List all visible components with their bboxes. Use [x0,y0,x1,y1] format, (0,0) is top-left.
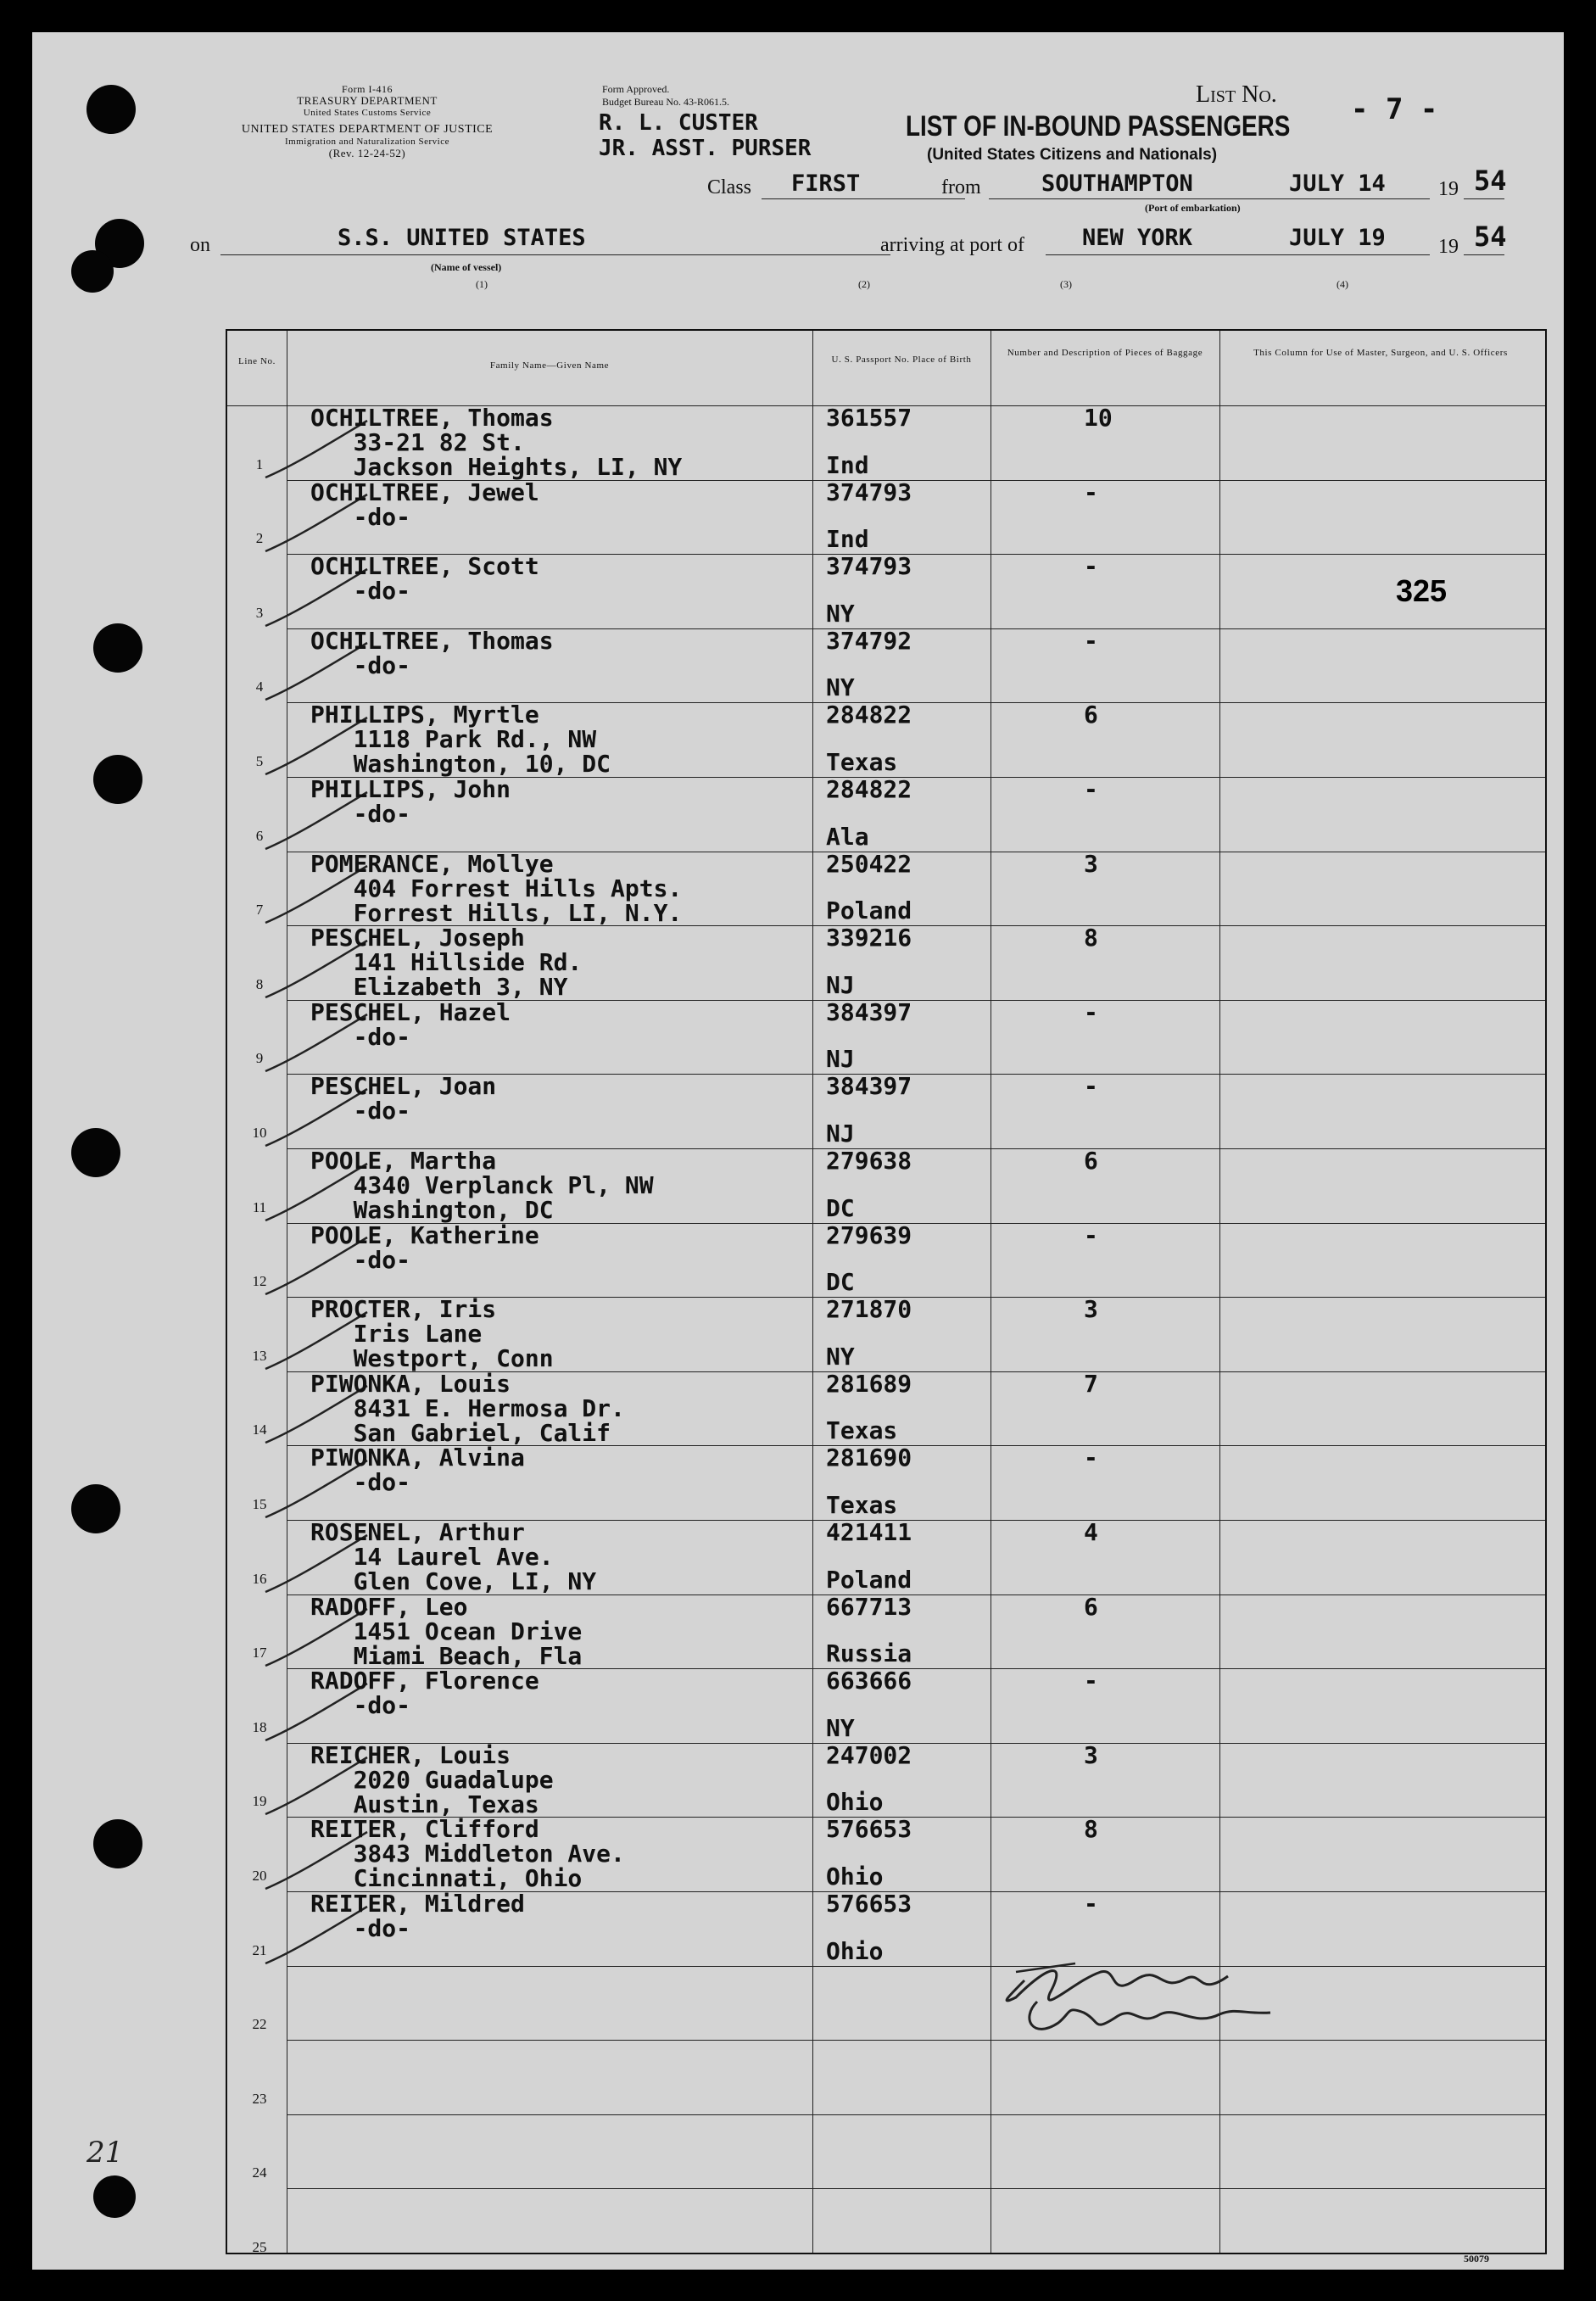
passport-number: 667713 [826,1592,912,1621]
table-row [227,1890,1545,1968]
purser-title: JR. ASST. PURSER [599,136,812,161]
revision-date: (Rev. 12-24-52) [328,147,406,159]
port-of-arrival: NEW YORK [1082,225,1193,251]
place-of-birth: Ala [826,822,869,851]
table-row [227,1667,1545,1745]
line-number: 4 [255,679,264,695]
port-of-embarkation: SOUTHAMPTON [1041,170,1193,197]
baggage-count: - [1084,478,1098,506]
col-num-2: (2) [858,278,870,290]
passenger-name: OCHILTREE, Thomas [310,404,554,432]
arrival-date: JULY 19 [1289,225,1386,251]
row-divider [287,1966,1545,1967]
passenger-table [226,329,1547,2254]
table-row [227,1369,1545,1448]
year-prefix: 19 [1438,178,1459,200]
passport-number: 663666 [826,1667,912,1695]
table-row [227,1740,1545,1819]
passenger-name: POMERANCE, Mollye [310,849,554,878]
passenger-address: Cincinnati, Ohio [310,1864,583,1893]
place-of-birth: Texas [826,1490,898,1519]
passenger-address: Iris Lane [310,1320,483,1349]
place-of-birth: NJ [826,1045,855,1074]
passenger-address: -do- [310,1468,411,1497]
passenger-address: -do- [310,1691,411,1720]
line-number: 19 [252,1793,267,1810]
binder-hole [86,85,136,134]
place-of-birth: Russia [826,1639,912,1668]
passenger-name: POOLE, Katherine [310,1220,539,1249]
line-number: 25 [252,2238,267,2255]
table-row [227,1072,1545,1150]
row-divider [287,2040,1545,2041]
line-number: 7 [255,902,264,919]
list-no-label: List No. [1196,81,1277,108]
document-subtitle: (United States Citizens and Nationals) [927,146,1218,164]
table-row [227,701,1545,779]
class-underline [762,198,965,199]
line-number: 13 [252,1347,267,1364]
binder-hole [93,623,142,673]
year-underline [1464,198,1504,199]
table-row [227,924,1545,1002]
table-row [227,478,1545,556]
baggage-count: 10 [1084,404,1113,432]
baggage-count: 6 [1084,1147,1098,1175]
place-of-birth: Texas [826,1416,898,1445]
class-label: Class [707,176,752,198]
baggage-count: 6 [1084,701,1098,729]
passenger-name: REICHER, Louis [310,1740,511,1769]
table-row [227,552,1545,630]
line-number: 21 [252,1941,267,1958]
passport-number: 384397 [826,1072,912,1101]
year-suffix: 54 [1474,165,1507,197]
line-number: 22 [252,2016,267,2033]
passenger-address: -do- [310,502,411,531]
passenger-address: Miami Beach, Fla [310,1641,583,1670]
binder-hole [93,2175,136,2218]
form-approved: Form Approved. [602,83,670,95]
passenger-address: Washington, DC [310,1196,554,1224]
passport-number: 279638 [826,1147,912,1175]
place-of-birth: NY [826,599,855,628]
passenger-address: 14 Laurel Ave. [310,1543,554,1571]
line-number: 6 [255,827,264,844]
passenger-name: OCHILTREE, Scott [310,552,539,581]
passenger-name: PROCTER, Iris [310,1295,497,1324]
baggage-count: - [1084,626,1098,655]
passenger-name: RADOFF, Florence [310,1667,539,1695]
passenger-address: -do- [310,1914,411,1942]
purser-name: R. L. CUSTER [599,110,758,136]
row-divider [287,2114,1545,2115]
baggage-count: 7 [1084,1369,1098,1398]
port-embark-caption: (Port of embarkation) [1145,202,1241,214]
departure-date: JULY 14 [1289,170,1386,197]
passport-number: 576653 [826,1815,912,1844]
place-of-birth: Ohio [826,1862,884,1891]
place-of-birth: Ind [826,450,869,479]
baggage-count: 4 [1084,1518,1098,1546]
document-title: LIST OF IN-BOUND PASSENGERS [906,110,1291,142]
passport-number: 374793 [826,552,912,581]
year-suffix-2: 54 [1474,221,1507,253]
line-number: 16 [252,1570,267,1587]
passenger-address: Elizabeth 3, NY [310,973,568,1002]
table-row [227,997,1545,1076]
binder-hole [93,755,142,804]
list-no-value: - 7 - [1351,92,1438,126]
baggage-count: 3 [1084,849,1098,878]
baggage-count: - [1084,1667,1098,1695]
passenger-address: Austin, Texas [310,1790,539,1818]
passport-number: 374793 [826,478,912,506]
passenger-address: 1451 Ocean Drive [310,1617,583,1645]
place-of-birth: NJ [826,1119,855,1148]
line-number: 20 [252,1867,267,1884]
baggage-count: 3 [1084,1740,1098,1769]
vessel-underline [220,254,890,255]
treasury-dept: TREASURY DEPARTMENT [297,94,438,107]
passport-number: 339216 [826,924,912,952]
table-row [227,1968,1545,2042]
passenger-address: 8431 E. Hermosa Dr. [310,1393,625,1422]
place-of-birth: Poland [826,1565,912,1594]
passenger-address: 141 Hillside Rd. [310,948,583,977]
passenger-address: -do- [310,1097,411,1125]
passport-number: 271870 [826,1295,912,1324]
line-number: 12 [252,1273,267,1290]
passenger-address: Glen Cove, LI, NY [310,1567,597,1595]
line-number: 8 [255,975,264,992]
passenger-name: PESCHEL, Joseph [310,924,525,952]
col-header-passport: U. S. Passport No. Place of Birth [831,355,972,365]
passenger-name: PHILLIPS, Myrtle [310,701,539,729]
passport-number: 281690 [826,1444,912,1472]
baggage-count: - [1084,1444,1098,1472]
line-number: 9 [255,1050,264,1067]
passenger-address: Washington, 10, DC [310,750,611,779]
passport-number: 421411 [826,1518,912,1546]
col-num-1: (1) [476,278,488,290]
table-row [227,1295,1545,1373]
passport-number: 384397 [826,997,912,1026]
place-of-birth: NJ [826,970,855,999]
vessel-name: S.S. UNITED STATES [338,225,586,251]
table-row [227,404,1545,482]
place-of-birth: DC [826,1268,855,1297]
binder-hole [93,1819,142,1868]
table-row [227,1147,1545,1225]
from-underline [989,198,1430,199]
baggage-count: 3 [1084,1295,1098,1324]
passenger-name: PIWONKA, Louis [310,1369,511,1398]
baggage-count: - [1084,552,1098,581]
baggage-count: - [1084,997,1098,1026]
baggage-count: - [1084,1072,1098,1101]
line-number: 14 [252,1421,267,1438]
row-divider [287,2188,1545,2189]
passenger-address: -do- [310,800,411,828]
passenger-name: OCHILTREE, Thomas [310,626,554,655]
binder-hole [71,250,114,293]
table-row [227,1444,1545,1522]
passenger-name: PESCHEL, Hazel [310,997,511,1026]
year-underline-2 [1464,254,1504,255]
passport-number: 284822 [826,775,912,803]
agency-header [198,83,537,159]
passenger-address: 404 Forrest Hills Apts. [310,874,683,902]
baggage-count: 8 [1084,1815,1098,1844]
passenger-address: -do- [310,1022,411,1051]
passport-number: 279639 [826,1220,912,1249]
passenger-address: 4340 Verplanck Pl, NW [310,1171,654,1199]
passport-number: 247002 [826,1740,912,1769]
line-number: 23 [252,2090,267,2107]
table-row [227,849,1545,928]
passport-number: 281689 [826,1369,912,1398]
col-num-3: (3) [1060,278,1072,290]
form-number: Form I-416 [342,83,393,95]
from-label: from [941,176,981,198]
form-code: 50079 [1464,2253,1489,2265]
table-row [227,2190,1545,2265]
place-of-birth: DC [826,1193,855,1222]
table-row [227,775,1545,853]
customs-service: United States Customs Service [303,108,432,118]
table-row [227,1518,1545,1596]
place-of-birth: NY [826,1342,855,1371]
passenger-address: 33-21 82 St. [310,428,525,456]
table-row [227,2116,1545,2191]
passenger-name: OCHILTREE, Jewel [310,478,539,506]
binder-hole [71,1484,120,1533]
officer-note: 325 [1396,573,1448,608]
line-number: 15 [252,1495,267,1512]
passenger-address: -do- [310,577,411,606]
table-row [227,2041,1545,2116]
baggage-count: - [1084,775,1098,803]
passenger-name: POOLE, Martha [310,1147,497,1175]
baggage-count: 6 [1084,1592,1098,1621]
place-of-birth: Ind [826,525,869,554]
passport-number: 361557 [826,404,912,432]
line-number: 3 [255,604,264,621]
passenger-name: REITER, Clifford [310,1815,539,1844]
table-row [227,1220,1545,1299]
passport-number: 284822 [826,701,912,729]
baggage-count: - [1084,1220,1098,1249]
arrival-underline [1046,254,1430,255]
budget-bureau: Budget Bureau No. 43-R061.5. [602,96,729,108]
passenger-address: Jackson Heights, LI, NY [310,453,683,481]
col-header-line-no: Line No. [238,356,276,366]
line-number: 11 [252,1198,267,1215]
binder-hole [71,1128,120,1177]
place-of-birth: NY [826,673,855,702]
col-header-name: Family Name—Given Name [489,360,610,371]
passenger-name: RADOFF, Leo [310,1592,468,1621]
ins-service: Immigration and Naturalization Service [284,137,450,147]
vessel-caption: (Name of vessel) [431,261,502,273]
passport-number: 576653 [826,1890,912,1918]
table-row [227,626,1545,705]
col-header-baggage: Number and Description of Pieces of Baggage [1007,348,1203,358]
passenger-address: -do- [310,1245,411,1274]
passenger-address: Forrest Hills, LI, N.Y. [310,898,683,927]
arriving-label: arriving at port of [880,234,1024,256]
passenger-name: ROSENEL, Arthur [310,1518,525,1546]
officer-signature [991,1946,1279,2057]
col-header-officers: This Column for Use of Master, Surgeon, and U. S. Officers [1253,348,1508,358]
passenger-name: PHILLIPS, John [310,775,511,803]
baggage-count: - [1084,1890,1098,1918]
passenger-address: San Gabriel, Calif [310,1418,611,1447]
line-number: 2 [255,530,264,547]
place-of-birth: NY [826,1713,855,1742]
passenger-address: 3843 Middleton Ave. [310,1840,625,1868]
on-label: on [190,234,210,256]
passenger-name: REITER, Mildred [310,1890,525,1918]
justice-dept: UNITED STATES DEPARTMENT OF JUSTICE [241,123,494,136]
passenger-address: 2020 Guadalupe [310,1765,554,1794]
place-of-birth: Poland [826,896,912,925]
col-num-4: (4) [1337,278,1348,290]
class-value: FIRST [791,170,861,197]
place-of-birth: Texas [826,747,898,776]
line-number: 10 [252,1124,267,1141]
margin-note: 21 [86,2136,124,2170]
year-prefix-2: 19 [1438,236,1459,258]
line-number: 18 [252,1718,267,1735]
baggage-count: 8 [1084,924,1098,952]
place-of-birth: Ohio [826,1936,884,1965]
line-number: 1 [255,455,264,472]
line-number: 5 [255,752,264,769]
passport-number: 250422 [826,849,912,878]
passenger-address: Westport, Conn [310,1344,554,1373]
table-row [227,1592,1545,1671]
line-number: 24 [252,2164,267,2181]
line-number: 17 [252,1645,267,1662]
passenger-address: -do- [310,651,411,679]
place-of-birth: Ohio [826,1788,884,1817]
document-page [32,32,1564,2270]
passenger-address: 1118 Park Rd., NW [310,725,597,754]
passenger-name: PESCHEL, Joan [310,1072,497,1101]
table-row [227,1815,1545,1893]
passport-number: 374792 [826,626,912,655]
passenger-name: PIWONKA, Alvina [310,1444,525,1472]
